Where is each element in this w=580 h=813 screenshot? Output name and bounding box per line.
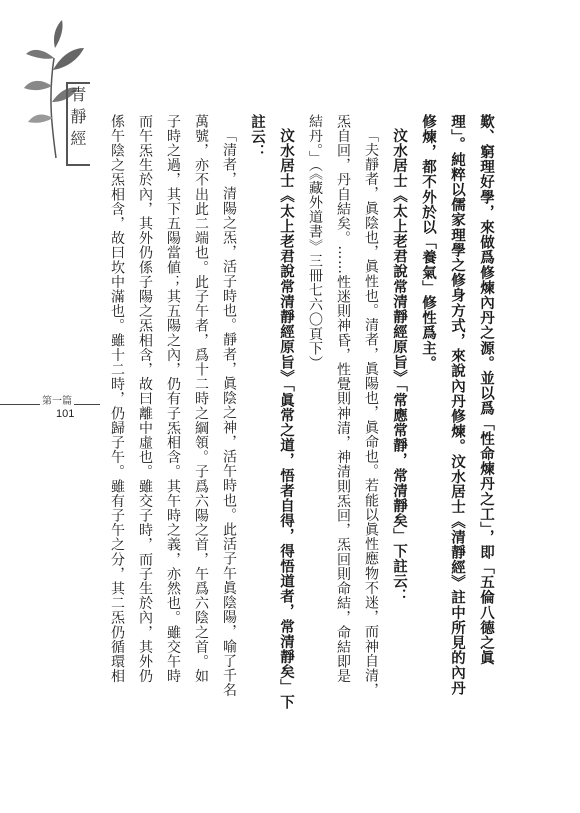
- text-column: 修煉，都不外於以「養氣」修性爲主。: [420, 114, 436, 371]
- quote-column: 係午陰之炁相含，故曰坎中滿也。雖十二時，仍歸子午。雖有子午之分，其二炁仍循環相: [109, 114, 125, 684]
- emblem-title: 青靜經: [68, 86, 87, 152]
- text-column: 理」。純粹以儒家理學之修身方式，來說內丹修煉。汶水居士《清靜經》註中所見的內丹: [449, 114, 465, 696]
- text-column: 汶水居士《太上老君說常清靜經原旨》「常應常靜，常清靜矣」下註云：: [391, 128, 407, 604]
- quote-column: 而午炁生於內，其外仍係子陽之炁相含，故曰離中虛也。雖交子時，而子生於內，其外仍: [137, 114, 153, 684]
- quote-column: 萬號，亦不出此二端也。此子午者，爲十二時之綱領。子爲六陽之首，午爲六陰之首。如: [193, 114, 209, 684]
- quote-column: 炁自回，丹自結矣。……性迷則神昏，性覺則神清，神清則炁回，炁回則命結，命結即是: [335, 114, 351, 684]
- quote-column: 「清者，清陽之炁，活子時也。靜者，眞陰之神，活午時也。此活子午眞陰陽，喻了千名: [221, 128, 237, 698]
- quote-column: 「夫靜者，眞陰也，眞性也。清者，眞陽也，眞命也。若能以眞性應物不迷，而神自清，: [363, 128, 379, 698]
- chapter-label: 第一篇: [40, 392, 74, 407]
- quote-column: 結丹。」（《藏外道書》三冊七六〇頁下）: [307, 114, 323, 371]
- text-column: 汶水居士《太上老君說常清靜經原旨》「眞常之道，悟者自得，得悟道者，常清靜矣」下: [278, 128, 294, 710]
- chapter-emblem: [22, 18, 92, 168]
- text-column: 註云：: [249, 114, 265, 160]
- page-number: 101: [56, 408, 75, 420]
- text-column: 歎、窮理好學，來做爲修煉內丹之源。並以爲「性命煉丹之工」，即「五倫八德之眞: [478, 114, 494, 666]
- vertical-text-body: [104, 114, 496, 714]
- quote-column: 子時之過，其下五陽當値；其五陽之內，仍有子炁相含。其午時之義，亦然也。雖交午時: [165, 114, 181, 684]
